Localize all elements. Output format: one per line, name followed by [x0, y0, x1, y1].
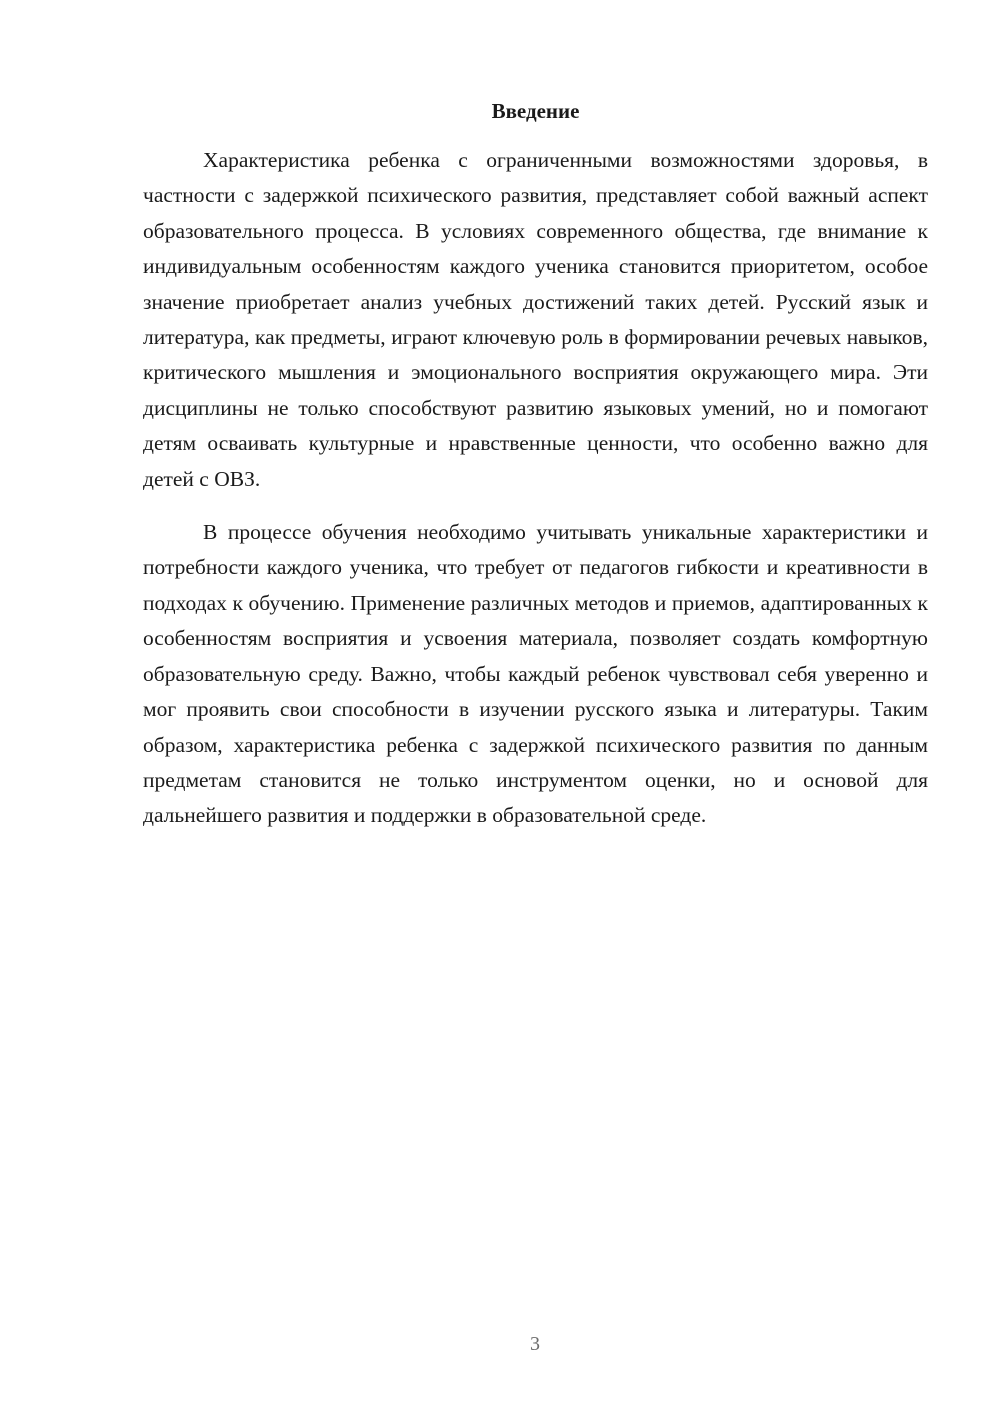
section-heading: Введение — [491, 99, 580, 123]
page-content — [143, 95, 928, 834]
page-number: 3 — [530, 1333, 540, 1355]
paragraph-1: Характеристика ребенка с ограниченными возможностями здоровья, в частности с задержкой психического развития, представляет собой важный аспект образовательного процесса. В условиях современного общества, где внимание к индивидуальным особенностям каждого ученика становится приоритетом, особое значение приобретает анализ учебных достижений таких детей. Русский язык и литература, как предметы, играют ключевую роль в формировании речевых навыков, критического мышления и эмоционального восприятия окружающего мира. Эти дисциплины не только способствуют развитию языковых умений, но и помогают детям осваивать культурные и нравственные ценности, что особенно важно для детей с ОВЗ. — [143, 148, 928, 491]
paragraph-2: В процессе обучения необходимо учитывать уникальные характеристики и потребности каждого ученика, что требует от педагогов гибкости и креативности в подходах к обучению. Применение различных методов и приемов, адаптированных к особенностям восприятия и усвоения материала, позволяет создать комфортную образовательную среду. Важно, чтобы каждый ребенок чувствовал себя уверенно и мог проявить свои способности в изучении русского языка и литературы. Таким образом, характеристика ребенка с задержкой психического развития по данным предметам становится не только инструментом оценки, но и основой для дальнейшего развития и поддержки в образовательной среде. — [143, 520, 928, 828]
